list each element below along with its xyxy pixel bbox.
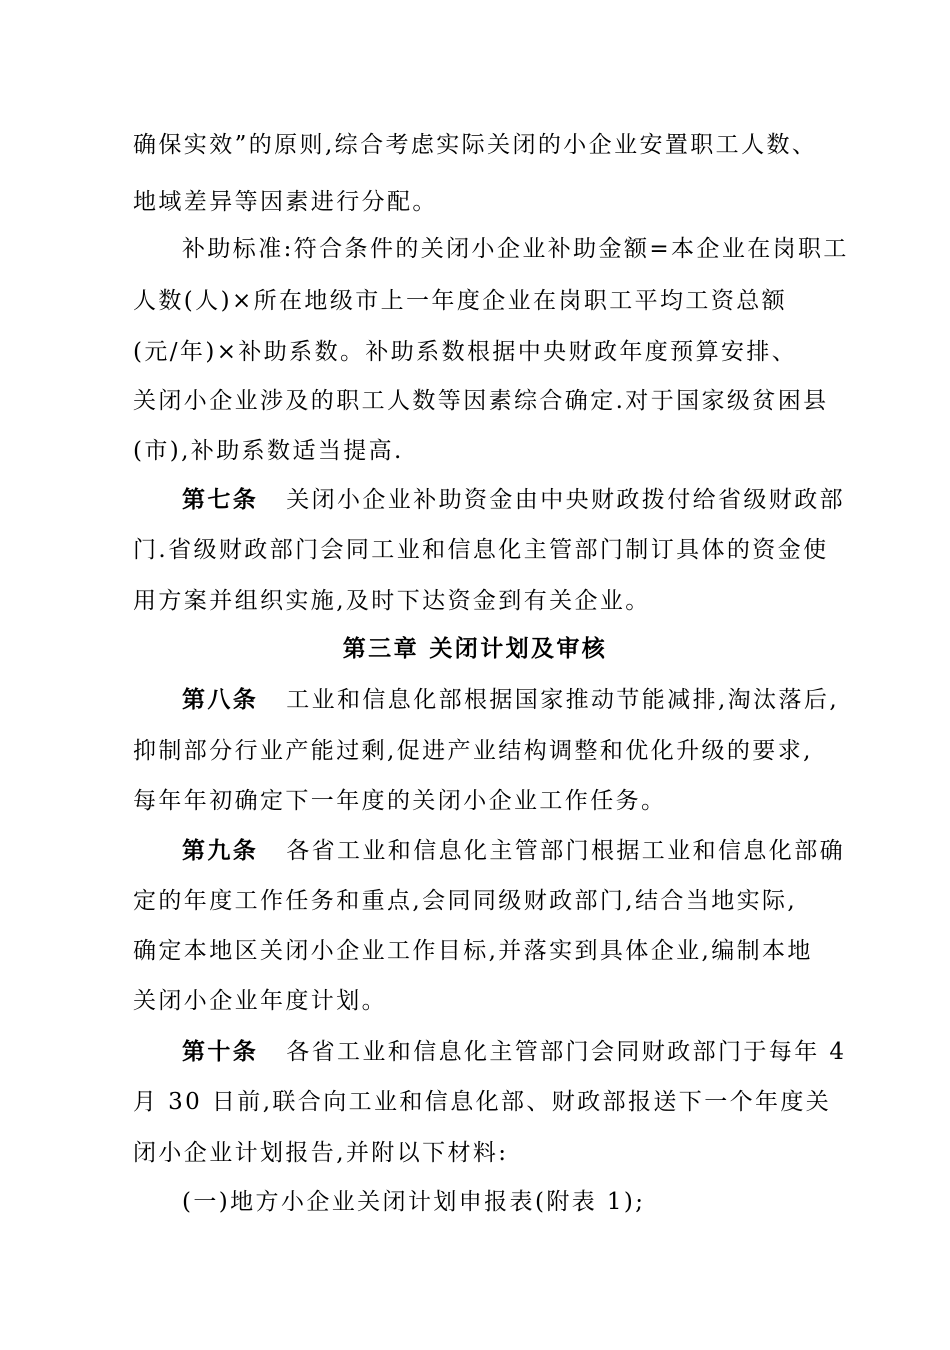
- text-line: 用方案并组织实施,及时下达资金到有关企业。: [133, 588, 651, 614]
- text-line: 抑制部分行业产能过剩,促进产业结构调整和优化升级的要求,: [133, 738, 813, 764]
- text-line: 确定本地区关闭小企业工作目标,并落实到具体企业,编制本地: [133, 938, 813, 964]
- article-number: 第七条: [182, 486, 259, 513]
- paragraph-article-10: [182, 1037, 846, 1067]
- article-number: 第八条: [182, 686, 259, 713]
- text-line: 闭小企业计划报告,并附以下材料:: [133, 1140, 509, 1166]
- article-number: 第九条: [182, 837, 259, 864]
- paragraph-article-9: [182, 836, 845, 866]
- chapter-heading: 第三章 关闭计划及审核: [342, 635, 608, 662]
- text-line: 关闭小企业涉及的职工人数等因素综合确定.对于国家级贫困县: [133, 388, 829, 414]
- paragraph-article-7: [182, 485, 845, 515]
- text-line: 补助标准:符合条件的关闭小企业补助金额=本企业在岗职工: [182, 236, 849, 262]
- paragraph-article-8: [182, 685, 839, 715]
- text-line: 各省工业和信息化主管部门会同财政部门于每年 4: [286, 1039, 847, 1065]
- text-line: 定的年度工作任务和重点,会同同级财政部门,结合当地实际,: [133, 888, 798, 914]
- text-line: 门.省级财政部门会同工业和信息化主管部门制订具体的资金使: [133, 537, 829, 563]
- list-item: (一)地方小企业关闭计划申报表(附表 1);: [182, 1189, 646, 1215]
- text-line: 月 30 日前,联合向工业和信息化部、财政部报送下一个年度关: [133, 1089, 832, 1115]
- text-line: 各省工业和信息化主管部门根据工业和信息化部确: [286, 838, 846, 864]
- text-line: 关闭小企业补助资金由中央财政拨付给省级财政部: [286, 487, 846, 513]
- text-line: 确保实效”的原则,综合考虑实际关闭的小企业安置职工人数、: [133, 132, 818, 158]
- text-line: (市),补助系数适当提高.: [133, 438, 404, 464]
- text-line: 地域差异等因素进行分配。: [133, 189, 438, 215]
- text-line: 人数(人)×所在地级市上一年度企业在岗职工平均工资总额: [133, 288, 788, 314]
- text-line: 每年年初确定下一年度的关闭小企业工作任务。: [133, 788, 667, 814]
- article-number: 第十条: [182, 1038, 259, 1065]
- text-line: 关闭小企业年度计划。: [133, 988, 387, 1014]
- text-line: 工业和信息化部根据国家推动节能减排,淘汰落后,: [286, 687, 840, 713]
- text-line: (元/年)×补助系数。补助系数根据中央财政年度预算安排、: [133, 339, 798, 365]
